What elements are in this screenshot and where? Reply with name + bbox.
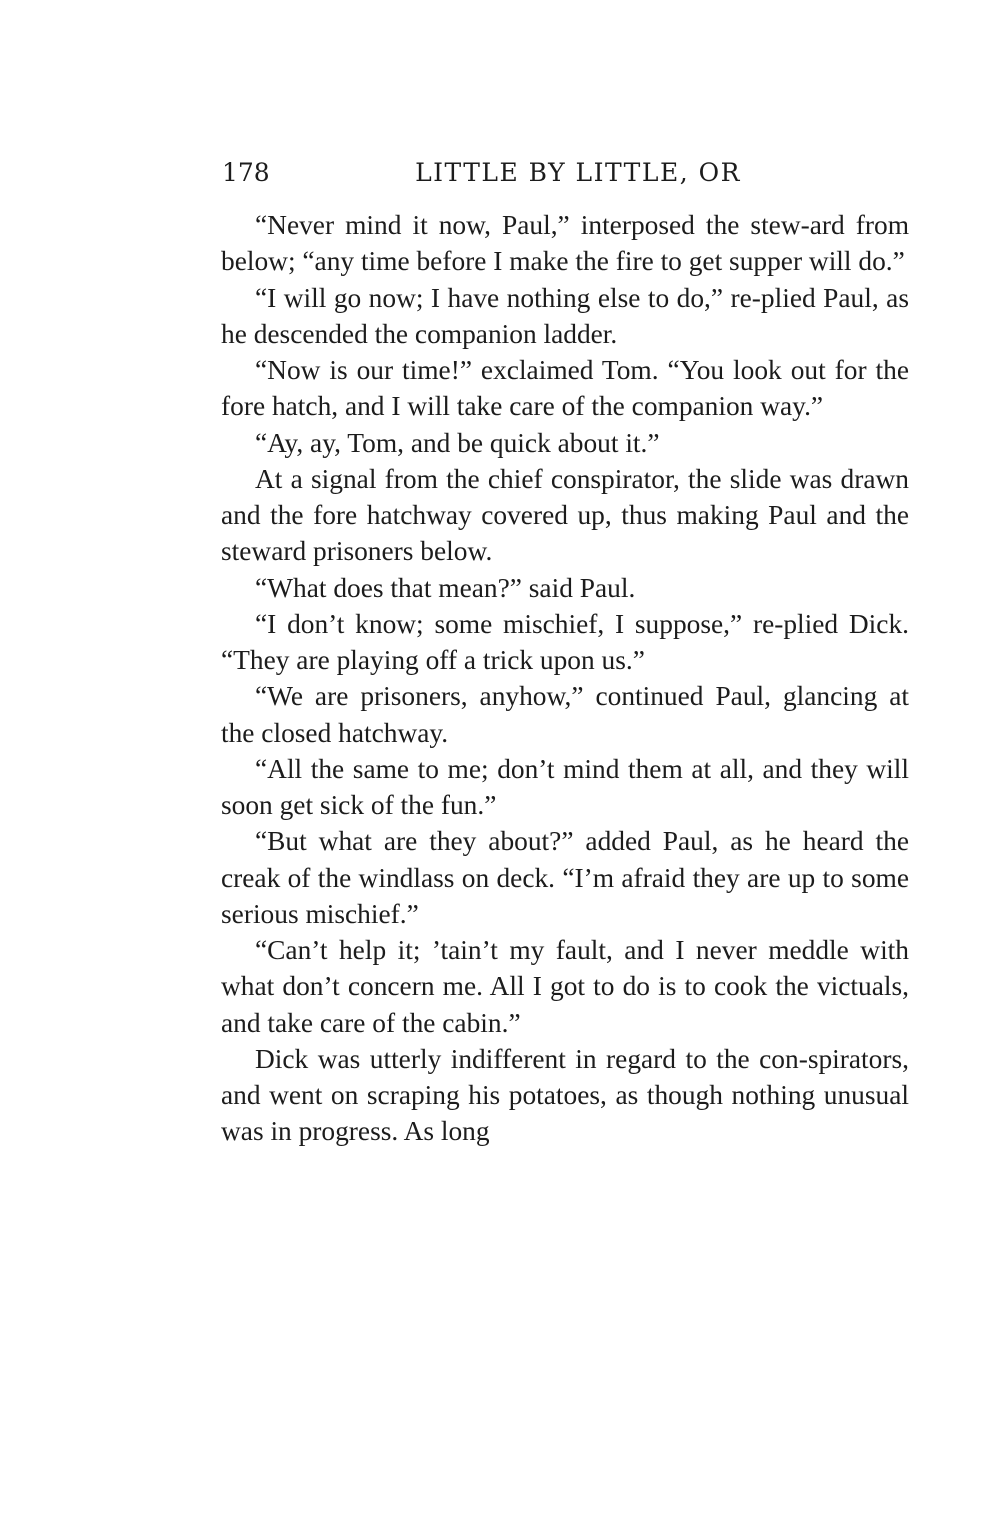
page-number: 178 <box>222 158 270 187</box>
paragraph: “But what are they about?” added Paul, as he heard the creak of the windlass on deck. “I’m afraid they are up to some serious mischief.” <box>221 826 909 929</box>
paragraph: “I don’t know; some mischief, I suppose,” re-plied Dick. “They are playing off a trick upon us.” <box>221 608 909 675</box>
paragraph: “All the same to me; don’t mind them at all, and they will soon get sick of the fun.” <box>221 753 909 820</box>
paragraph: “Can’t help it; ’tain’t my fault, and I never meddle with what don’t concern me. All I got to do is to cook the victuals, and take care of the cabin.” <box>221 935 909 1038</box>
paragraph: “I will go now; I have nothing else to do,” re-plied Paul, as he descended the companion ladder. <box>221 282 909 349</box>
paragraph: At a signal from the chief conspirator, the slide was drawn and the fore hatchway covered up, thus making Paul and the steward prisoners below. <box>221 463 909 567</box>
paragraph: “What does that mean?” said Paul. <box>255 572 636 603</box>
paragraph: “Ay, ay, Tom, and be quick about it.” <box>255 427 660 458</box>
paragraph: “Never mind it now, Paul,” interposed the stew-ard from below; “any time before I make the fire to get supper will do.” <box>221 210 909 277</box>
paragraph: Dick was utterly indifferent in regard to the con-spirators, and went on scraping his potatoes, as though nothing unusual was in progress. As long <box>221 1043 909 1147</box>
page-header <box>222 155 910 191</box>
paragraph: “Now is our time!” exclaimed Tom. “You look out for the fore hatch, and I will take care of the companion way.” <box>221 355 909 422</box>
running-head: LITTLE BY LITTLE, OR <box>415 158 741 187</box>
paragraph: “We are prisoners, anyhow,” continued Paul, glancing at the closed hatchway. <box>221 681 909 748</box>
body-text <box>221 207 909 1150</box>
